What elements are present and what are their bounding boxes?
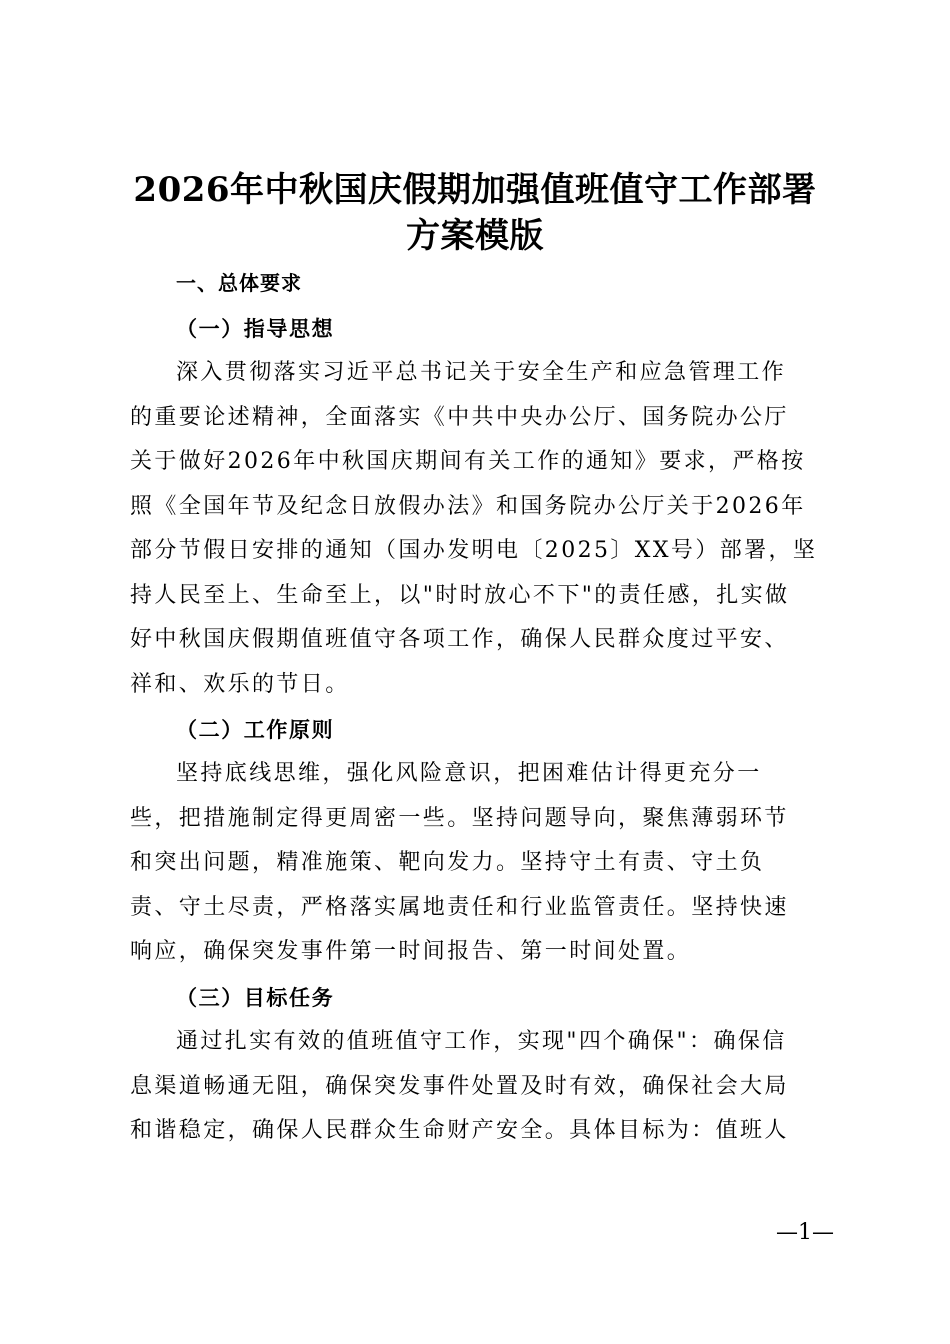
paragraph-line: 息渠道畅通无阻，确保突发事件处置及时有效，确保社会大局 xyxy=(130,1073,789,1099)
paragraph-guiding-ideology xyxy=(130,351,830,707)
paragraph-line: 部分节假日安排的通知（国办发明电〔2025〕XX号）部署，坚 xyxy=(130,538,818,563)
subsection-heading-working-principles: （二）工作原则 xyxy=(176,717,335,742)
paragraph-line: 持人民至上、生命至上，以"时时放心不下"的责任感，扎实做 xyxy=(130,582,790,608)
subsection-heading-objectives: （三）目标任务 xyxy=(176,985,335,1010)
paragraph-line: 响应，确保突发事件第一时间报告、第一时间处置。 xyxy=(130,939,692,964)
paragraph-line: 的重要论述精神，全面落实《中共中央办公厅、国务院办公厅 xyxy=(130,404,789,430)
document-title-line-2: 方案模版 xyxy=(406,216,544,256)
paragraph-line: 坚持底线思维，强化风险意识，把困难估计得更充分一 xyxy=(176,761,762,786)
paragraph-line: 祥和、欢乐的节日。 xyxy=(130,671,350,697)
paragraph-line: 关于做好2026年中秋国庆期间有关工作的通知》要求，严格按 xyxy=(130,449,806,474)
paragraph-line: 照《全国年节及纪念日放假办法》和国务院办公厅关于2026年 xyxy=(130,493,806,519)
paragraph-line: 和突出问题，精准施策、靶向发力。坚持守土有责、守土负 xyxy=(130,850,765,875)
paragraph-line: 和谐稳定，确保人民群众生命财产安全。具体目标为：值班人 xyxy=(130,1118,789,1143)
paragraph-line: 深入贯彻落实习近平总书记关于安全生产和应急管理工作 xyxy=(176,360,787,385)
document-title-line-1: 2026年中秋国庆假期加强值班值守工作部署 xyxy=(133,170,817,210)
paragraph-line: 些，把措施制定得更周密一些。坚持问题导向，聚焦薄弱环节 xyxy=(130,805,789,831)
subsection-heading-guiding-ideology: （一）指导思想 xyxy=(176,316,335,341)
page-number: —1— xyxy=(776,1220,834,1245)
paragraph-working-principles xyxy=(130,752,830,975)
paragraph-line: 通过扎实有效的值班值守工作，实现"四个确保"：确保信 xyxy=(176,1029,787,1054)
paragraph-objectives xyxy=(130,1020,830,1154)
paragraph-line: 责、守土尽责，严格落实属地责任和行业监管责任。坚持快速 xyxy=(130,894,789,920)
paragraph-line: 好中秋国庆假期值班值守各项工作，确保人民群众度过平安、 xyxy=(130,627,789,652)
section-heading-general-requirements: 一、总体要求 xyxy=(176,271,302,295)
